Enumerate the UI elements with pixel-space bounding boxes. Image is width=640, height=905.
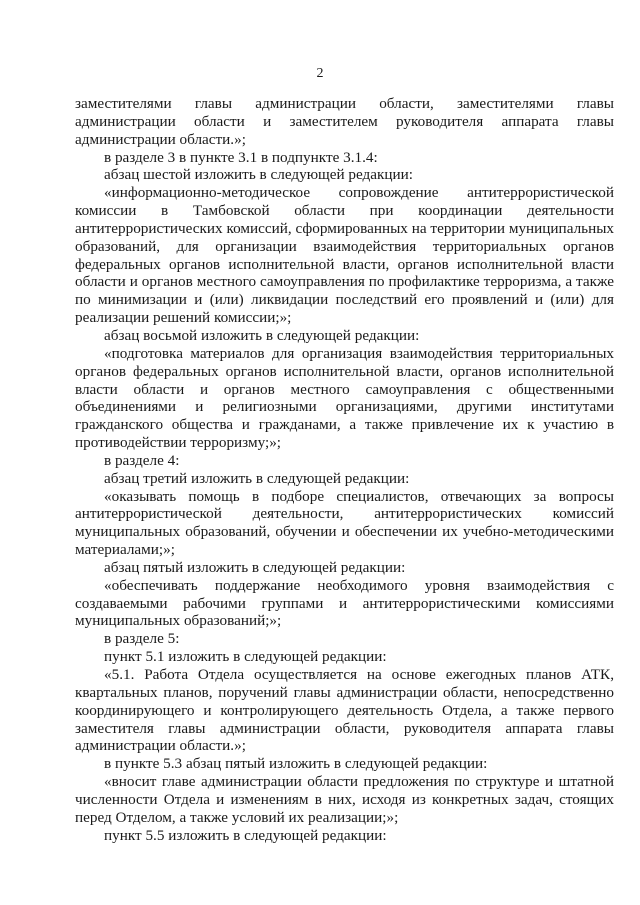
paragraph: пункт 5.1 изложить в следующей редакции:	[104, 648, 387, 666]
paragraph: абзац восьмой изложить в следующей редакции:	[104, 326, 420, 344]
paragraph: в разделе 4:	[104, 451, 180, 469]
paragraph: заместителями главы администрации области, заместителями главы администрации области и заместителем руководителя аппарата главы администрации области.»;	[75, 95, 614, 148]
page-number: 2	[316, 66, 324, 81]
paragraph: в разделе 3 в пункте 3.1 в подпункте 3.1.4:	[104, 148, 378, 166]
paragraph: в пункте 5.3 абзац пятый изложить в следующей редакции:	[104, 755, 488, 773]
document-body	[75, 95, 614, 844]
paragraph: «вносит главе администрации области предложения по структуре и штатной численности Отдела и изменениям в них, исходя из конкретных задач, стоящих перед Отделом, а также условий их реализации;»;	[75, 773, 614, 826]
paragraph: «обеспечивать поддержание необходимого уровня взаимодействия с создаваемыми рабочими группами и антитеррористическими комиссиями муниципальных образований;»;	[75, 576, 614, 630]
paragraph: «5.1. Работа Отдела осуществляется на основе ежегодных планов АТК, квартальных планов, поручений главы администрации области, непосредственно координирующего и контролирующего деятельность Отдела, а также первого заместителя главы администрации области, руководителя аппарата главы администрации области.»;	[75, 666, 614, 755]
paragraph: абзац пятый изложить в следующей редакции:	[104, 558, 406, 576]
paragraph: «подготовка материалов для организация взаимодействия территориальных органов федеральных органов исполнительной власти, органов исполнительной власти области и органов местного самоуправления с общественными объединениями и религиозными организациями, другими институтами гражданского общества и гражданами, а также привлечение их к участию в противодействии терроризму;»;	[75, 344, 614, 452]
paragraph: абзац третий изложить в следующей редакции:	[104, 469, 410, 487]
paragraph: «оказывать помощь в подборе специалистов, отвечающих за вопросы антитеррористической деятельности, антитеррористических комиссий муниципальных образований, обучении и обеспечении их учебно-методическими материалами;»;	[75, 487, 614, 559]
paragraph: в разделе 5:	[104, 630, 180, 648]
paragraph: «информационно-методическое сопровождение антитеррористической комиссии в Тамбовской области при координации деятельности антитеррористических комиссий, сформированных на территории муниципальных образований, для организации взаимодействия территориальных органов федеральных органов исполнительной власти, органов исполнительной власти области и органов местного самоуправления по профилактике терроризма, а также по минимизации и (или) ликвидации последствий его проявлений и (или) для реализации решений комиссии;»;	[75, 184, 614, 327]
paragraph: абзац шестой изложить в следующей редакции:	[104, 166, 413, 184]
paragraph: пункт 5.5 изложить в следующей редакции:	[104, 826, 387, 844]
